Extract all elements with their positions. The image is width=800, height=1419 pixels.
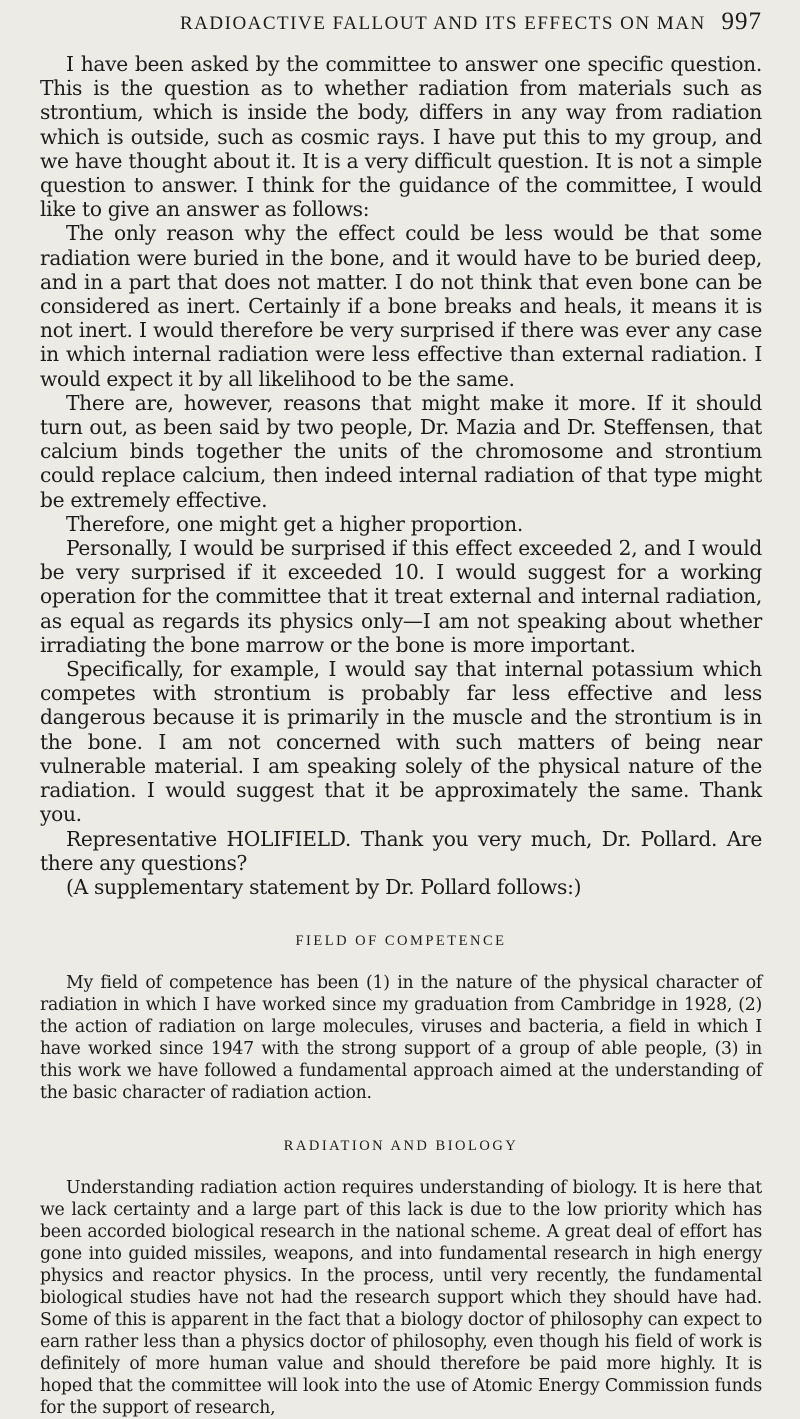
section-heading: RADIATION AND BIOLOGY [283, 1138, 519, 1155]
testimony-body [40, 52, 762, 899]
paragraph: There are, however, reasons that might make it more. If it should turn out, as been said by two people, Dr. Mazia and Dr. Steffensen, that calcium binds together the units of the chromosome and strontium could replace calcium, then indeed internal radiation of that type might be extremely effective. [40, 390, 762, 512]
paragraph: I have been asked by the committee to answer one specific question. This is the question as to whether radiation from materials such as strontium, which is inside the body, differs in any way from radiation which is outside, such as cosmic rays. I have put this to my group, and we have thought about it. It is a very difficult question. It is not a simple question to answer. I think for the guidance of the committee, I would like to give an answer as follows: [40, 52, 762, 222]
paragraph: My field of competence has been (1) in the nature of the physical character of radiation in which I have worked since my graduation from Cambridge in 1928, (2) the action of radiation on large molecules, viruses and bacteria, a field in which I have worked since 1947 with the strong support of a group of able people, (3) in this work we have followed a fundamental approach aimed at the understanding of the basic character of radiation action. [40, 973, 762, 1104]
paragraph: Understanding radiation action requires understanding of biology. It is here that we lack certainty and a large part of this lack is due to the low priority which has been accorded biological research in the national scheme. A great deal of effort has gone into guided missiles, weapons, and into fundamental research in high energy physics and reactor physics. In the process, until very recently, the fundamental biological studies have not had the research support which they should have had. Some of this is apparent in the fact that a biology doctor of philosophy can expect to earn rather less than a physics doctor of philosophy, even though his field of work is definitely of more human value and should therefore be paid more highly. It is hoped that the committee will look into the use of Atomic Energy Commission funds for the support of research, [40, 1178, 762, 1419]
section-body [40, 1177, 762, 1419]
running-head [180, 8, 762, 36]
section-body [40, 972, 762, 1104]
running-head-title: RADIOACTIVE FALLOUT AND ITS EFFECTS ON MAN [180, 13, 706, 34]
paragraph: Specifically, for example, I would say that internal potassium which competes with strontium is probably far less effective and less dangerous because it is primarily in the muscle and the strontium is in the bone. I am not concerned with such matters of being near vulnerable material. I am speaking solely of the physical nature of the radiation. I would suggest that it be approximately the same. Thank you. [40, 657, 762, 827]
paragraph: (A supplementary statement by Dr. Pollard follows:) [66, 874, 582, 899]
page-number: 997 [721, 8, 762, 35]
paragraph: The only reason why the effect could be less would be that some radiation were buried in the bone, and it would have to be buried deep, and in a part that does not matter. I do not think that even bone can be considered as inert. Certainly if a bone breaks and heals, it means it is not inert. I would therefore be very surprised if there was ever any case in which internal radiation were less effective than external radiation. I would expect it by all likelihood to be the same. [40, 221, 762, 391]
paragraph: Therefore, one might get a higher proportion. [66, 511, 523, 536]
paragraph: Representative HOLIFIELD. Thank you very much, Dr. Pollard. Are there any questions? [40, 826, 762, 875]
section-heading: FIELD OF COMPETENCE [295, 933, 507, 950]
paragraph: Personally, I would be surprised if this effect exceeded 2, and I would be very surprised if it exceeded 10. I would suggest for a working operation for the committee that it treat external and internal radiation, as equal as regards its physics only—I am not speaking about whether irradiating the bone marrow or the bone is more important. [40, 536, 762, 657]
